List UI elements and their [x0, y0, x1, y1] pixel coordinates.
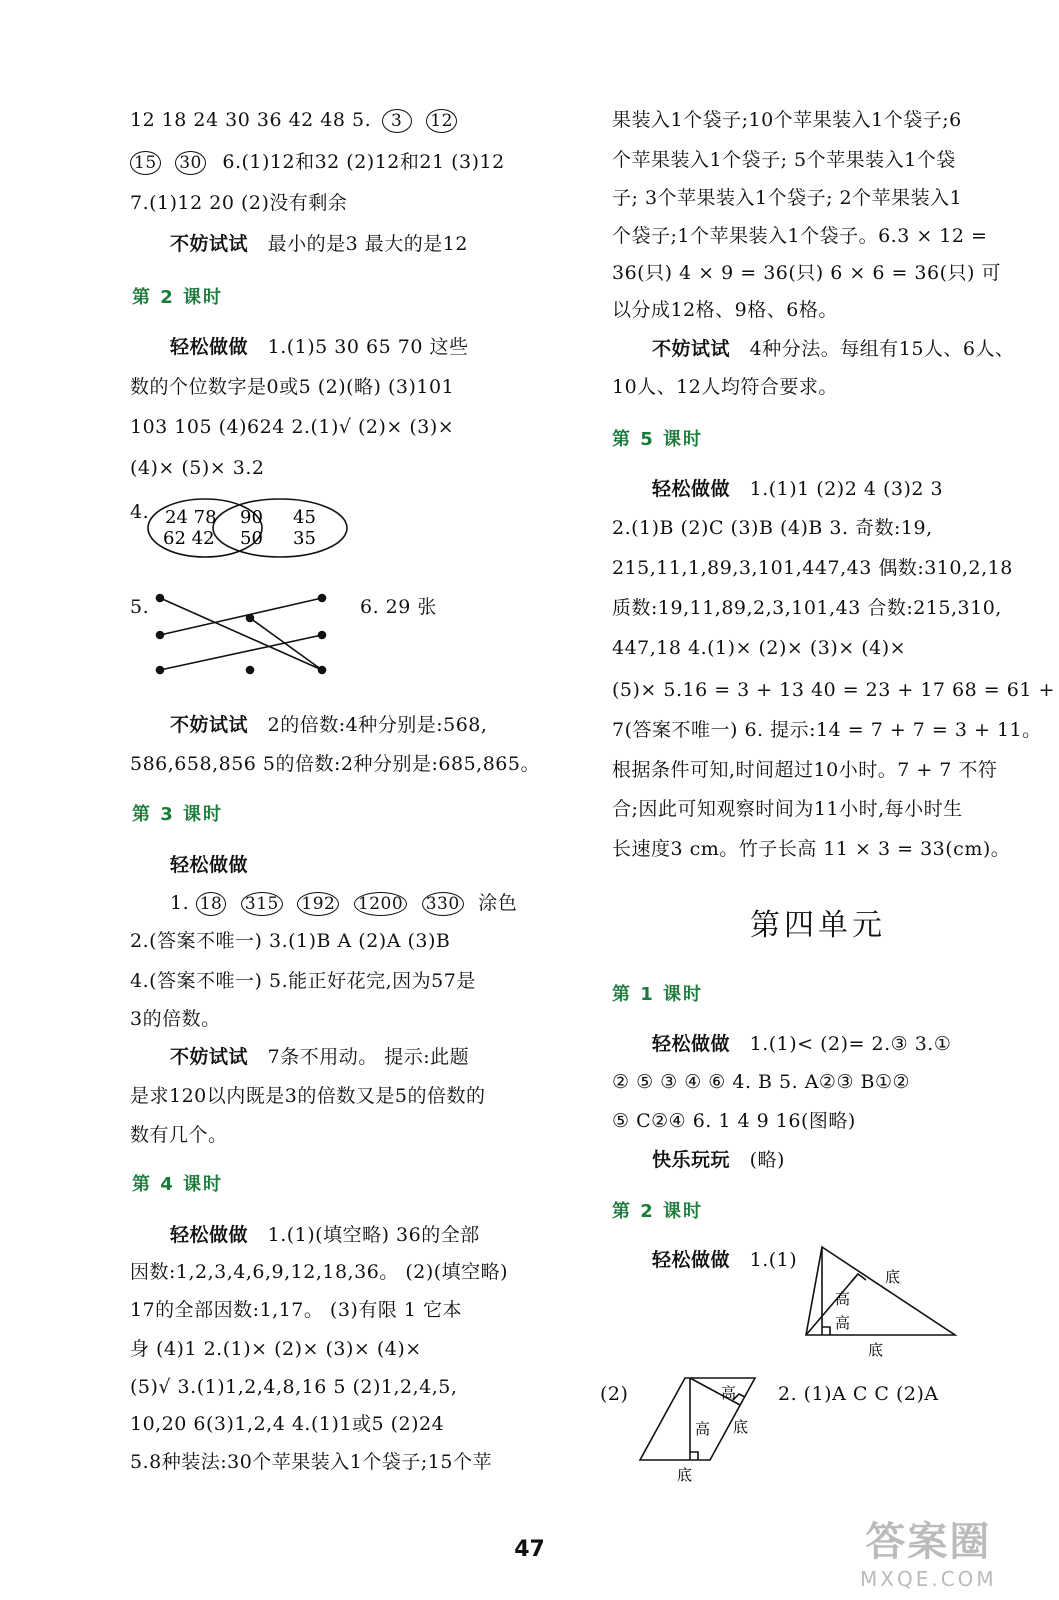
- answer-line: 2.(答案不唯一) 3.(1)B A (2)A (3)B: [130, 930, 451, 952]
- answer-line: 36(只) 4 × 9 = 36(只) 6 × 6 = 36(只) 可: [612, 262, 1001, 284]
- answer-line: 17的全部因数:1,17。 (3)有限 1 它本: [130, 1299, 463, 1321]
- answer-line: 合;因此可知观察时间为11小时,每小时生: [612, 798, 963, 820]
- answer-line: [652, 1032, 951, 1056]
- answer-line: [170, 891, 517, 916]
- line-text: 涂色: [478, 892, 518, 914]
- label-easy: 轻松做做: [170, 336, 249, 358]
- answer-line: [130, 150, 505, 175]
- venn-right-row2: 35: [293, 528, 316, 549]
- line-text: 1.: [170, 892, 190, 914]
- answer-line: [130, 108, 465, 133]
- circled-number: 30: [175, 151, 206, 175]
- label-easy: 轻松做做: [652, 1033, 731, 1055]
- line-text: (略): [749, 1149, 785, 1171]
- section-heading: 第 2 课时: [132, 287, 224, 308]
- answer-line: [652, 477, 943, 501]
- answer-line: 5.8种装法:30个苹果装入1个袋子;15个苹: [130, 1451, 492, 1473]
- line-text: 1.(1)(填空略) 36的全部: [267, 1224, 480, 1246]
- section-heading: 第 3 课时: [132, 804, 224, 825]
- parallelogram-base-label-2: 底: [677, 1466, 693, 1484]
- answer-line: 因数:1,2,3,4,6,9,12,18,36。 (2)(填空略): [130, 1261, 509, 1283]
- parallelogram-height-label-2: 高: [695, 1420, 711, 1438]
- answer-line: 10,20 6(3)1,2,4 4.(1)1或5 (2)24: [130, 1413, 445, 1435]
- label-easy: 轻松做做: [170, 1224, 249, 1246]
- answer-line: 215,11,1,89,3,101,447,43 偶数:310,2,18: [612, 557, 1013, 579]
- answer-line: 2. (1)A C C (2)A: [778, 1383, 939, 1405]
- label-play: 快乐玩玩: [652, 1149, 731, 1171]
- triangle-base-label-1: 底: [885, 1268, 901, 1286]
- parallelogram-diagram: [635, 1372, 770, 1487]
- circled-number: 330: [422, 892, 464, 916]
- answer-line: [652, 1248, 797, 1272]
- answer-line: (4)× (5)× 3.2: [130, 457, 265, 479]
- line-text: 12 18 24 30 36 42 48 5.: [130, 109, 372, 131]
- question-number: 4.: [130, 501, 150, 523]
- label-easy: 轻松做做: [652, 478, 731, 500]
- triangle-diagram: [800, 1242, 965, 1362]
- answer-line: [170, 1045, 469, 1069]
- label-try: 不妨试试: [170, 714, 249, 736]
- answer-line: 身 (4)1 2.(1)× (2)× (3)× (4)×: [130, 1338, 422, 1360]
- circled-number: 1200: [354, 892, 407, 916]
- answer-line: 447,18 4.(1)× (2)× (3)× (4)×: [612, 637, 907, 659]
- line-text: 1.(1)1 (2)2 4 (3)2 3: [749, 478, 944, 500]
- answer-line: 2.(1)B (2)C (3)B (4)B 3. 奇数:19,: [612, 517, 933, 539]
- answer-line: 以分成12格、9格、6格。: [612, 299, 838, 321]
- line-text: 6.(1)12和32 (2)12和21 (3)12: [222, 151, 505, 173]
- answer-line: ⑤ C②④ 6. 1 4 9 16(图略): [612, 1110, 856, 1132]
- circled-number: 18: [196, 892, 227, 916]
- answer-line: 3的倍数。: [130, 1008, 221, 1030]
- circled-number: 3: [382, 109, 412, 133]
- answer-line: 长速度3 cm。竹子长高 11 × 3 = 33(cm)。: [612, 838, 1011, 860]
- answer-line: 103 105 (4)624 2.(1)√ (2)× (3)×: [130, 416, 455, 438]
- section-heading: 第 4 课时: [132, 1174, 224, 1195]
- label-easy: 轻松做做: [170, 854, 249, 876]
- line-text: 4种分法。每组有15人、6人、: [749, 338, 1015, 360]
- circled-number: 15: [130, 151, 161, 175]
- circled-number: 12: [426, 109, 457, 133]
- line-text: 2的倍数:4种分别是:568,: [267, 714, 488, 736]
- answer-line: 4.(答案不唯一) 5.能正好花完,因为57是: [130, 970, 476, 992]
- answer-line: [170, 1223, 480, 1247]
- label-try: 不妨试试: [652, 338, 731, 360]
- line-text: 1.(1)< (2)= 2.③ 3.①: [749, 1033, 952, 1055]
- question-number: 5.: [130, 596, 150, 618]
- triangle-height-label-2: 高: [835, 1314, 851, 1332]
- answer-line: 10人、12人均符合要求。: [612, 376, 838, 398]
- answer-line: [652, 1148, 785, 1172]
- unit-title: 第四单元: [750, 908, 886, 943]
- answer-line: 586,658,856 5的倍数:2种分别是:685,865。: [130, 753, 540, 775]
- venn-mid-row1: 90: [240, 507, 263, 528]
- answer-line: 7(答案不唯一) 6. 提示:14 = 7 + 7 = 3 + 11。: [612, 719, 1042, 741]
- answer-line: [170, 713, 487, 737]
- answer-line: ② ⑤ ③ ④ ⑥ 4. B 5. A②③ B①②: [612, 1071, 911, 1093]
- venn-left-row2: 62 42: [163, 528, 215, 549]
- answer-line: 是求120以内既是3的倍数又是5的倍数的: [130, 1085, 486, 1107]
- venn-right-row1: 45: [293, 507, 316, 528]
- answer-line: 根据条件可知,时间超过10小时。7 + 7 不符: [612, 759, 998, 781]
- answer-line: (2): [600, 1383, 629, 1405]
- answer-line: 数有几个。: [130, 1124, 228, 1146]
- section-heading: 第 5 课时: [612, 429, 704, 450]
- answer-line: 质数:19,11,89,2,3,101,43 合数:215,310,: [612, 597, 1002, 619]
- venn-left-row1: 24 78: [165, 507, 217, 528]
- line-text: 1.(1): [749, 1249, 798, 1271]
- triangle-base-label-2: 底: [868, 1341, 884, 1359]
- circled-number: 315: [241, 892, 283, 916]
- matching-lines-diagram: [150, 590, 330, 680]
- watermark-url: MXQE.COM: [860, 1567, 997, 1591]
- answer-line: 数的个位数字是0或5 (2)(略) (3)101: [130, 376, 455, 398]
- answer-line: (5)× 5.16 = 3 + 13 40 = 23 + 17 68 = 61 +: [612, 679, 1055, 701]
- answer-line: (5)√ 3.(1)1,2,4,8,16 5 (2)1,2,4,5,: [130, 1376, 458, 1398]
- answer-line: [170, 232, 468, 256]
- answer-line: [652, 337, 1015, 361]
- watermark-logo: [860, 1510, 997, 1591]
- section-heading: 第 1 课时: [612, 984, 704, 1005]
- section-heading: 第 2 课时: [612, 1201, 704, 1222]
- answer-line: [170, 335, 468, 359]
- line-text: 7条不用动。 提示:此题: [267, 1046, 470, 1068]
- answer-line: 子; 3个苹果装入1个袋子; 2个苹果装入1: [612, 187, 963, 209]
- answer-line: 7.(1)12 20 (2)没有剩余: [130, 192, 348, 214]
- answer-line: 个苹果装入1个袋子; 5个苹果装入1个袋: [612, 149, 956, 171]
- answer-line: 6. 29 张: [360, 596, 437, 618]
- venn-diagram: [140, 495, 360, 565]
- venn-mid-row2: 50: [240, 528, 263, 549]
- label-easy: 轻松做做: [652, 1249, 731, 1271]
- label-try: 不妨试试: [170, 1046, 249, 1068]
- parallelogram-height-label-1: 高: [721, 1384, 737, 1402]
- answer-line: 果装入1个袋子;10个苹果装入1个袋子;6: [612, 109, 962, 131]
- line-text: 最小的是3 最大的是12: [267, 233, 468, 255]
- line-text: 1.(1)5 30 65 70 这些: [267, 336, 469, 358]
- watermark-text: 答案圈: [865, 1519, 992, 1565]
- page-number: 47: [514, 1537, 545, 1562]
- circled-number: 192: [297, 892, 339, 916]
- answer-line: 个袋子;1个苹果装入1个袋子。6.3 × 12 =: [612, 225, 988, 247]
- label-try: 不妨试试: [170, 233, 249, 255]
- triangle-height-label-1: 高: [835, 1290, 851, 1308]
- parallelogram-base-label-1: 底: [733, 1418, 749, 1436]
